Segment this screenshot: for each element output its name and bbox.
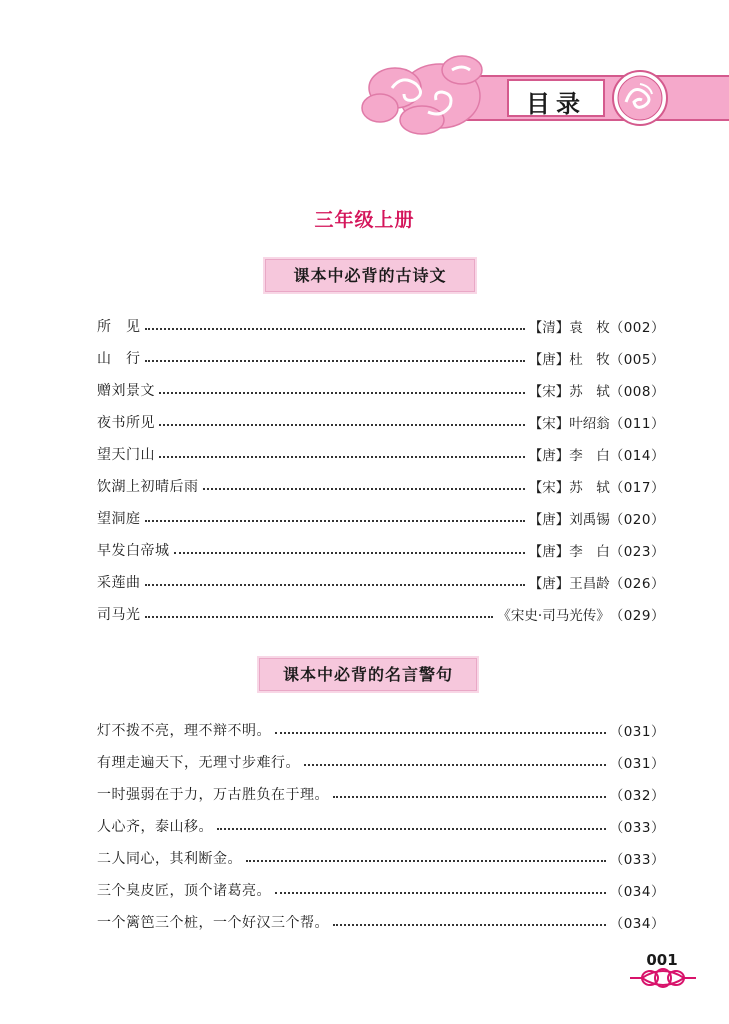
toc-entry-page: （033） <box>609 852 665 868</box>
toc-entry-page: （034） <box>609 884 665 900</box>
page-title: 目录 <box>526 90 586 118</box>
toc-entry-title: 一个篱笆三个桩，一个好汉三个帮。 <box>97 915 329 931</box>
leader-dots <box>159 456 525 458</box>
toc-entry-source: 【宋】叶绍翁 <box>528 416 610 432</box>
section-heading-sayings <box>257 656 479 693</box>
leader-dots <box>174 552 525 554</box>
leader-dots <box>145 360 525 362</box>
toc-entry-title: 二人同心，其利断金。 <box>97 851 242 867</box>
toc-entry-source: 【唐】李 白 <box>528 544 610 560</box>
toc-entry-title: 望洞庭 <box>97 511 141 527</box>
toc-entry[interactable] <box>97 906 665 938</box>
toc-entry[interactable] <box>97 810 665 842</box>
toc-entry-page: （033） <box>609 820 665 836</box>
toc-entry-page: （005） <box>609 352 665 368</box>
toc-entry-page: （029） <box>609 608 665 624</box>
toc-entry[interactable] <box>97 566 665 598</box>
section-heading-label: 课本中必背的古诗文 <box>293 266 447 285</box>
toc-entry-source: 【宋】苏 轼 <box>528 384 610 400</box>
toc-entry[interactable] <box>97 746 665 778</box>
leader-dots <box>145 584 525 586</box>
toc-entry-title: 三个臭皮匠，顶个诸葛亮。 <box>97 883 271 899</box>
toc-entry[interactable] <box>97 310 665 342</box>
toc-entry-page: （014） <box>609 448 665 464</box>
toc-entry-page: （031） <box>609 724 665 740</box>
leader-dots <box>145 520 525 522</box>
toc-entry-source: 【唐】李 白 <box>528 448 610 464</box>
footer-knot-ornament-icon <box>628 966 698 990</box>
toc-entry-source: 【唐】王昌龄 <box>528 576 610 592</box>
toc-entry[interactable] <box>97 374 665 406</box>
toc-entry[interactable] <box>97 714 665 746</box>
toc-entry[interactable] <box>97 534 665 566</box>
toc-entry-source: 【清】袁 枚 <box>528 320 610 336</box>
toc-entry-title: 早发白帝城 <box>97 543 170 559</box>
toc-entry[interactable] <box>97 342 665 374</box>
toc-entry-title: 所 见 <box>97 319 141 335</box>
leader-dots <box>159 424 525 426</box>
toc-entry-source: 【宋】苏 轼 <box>528 480 610 496</box>
toc-entry[interactable] <box>97 502 665 534</box>
toc-entry-title: 夜书所见 <box>97 415 155 431</box>
toc-entry-page: （020） <box>609 512 665 528</box>
toc-entry-title: 人心齐，泰山移。 <box>97 819 213 835</box>
section-heading-poems <box>263 257 477 294</box>
toc-entry-title: 赠刘景文 <box>97 383 155 399</box>
toc-entry-title: 望天门山 <box>97 447 155 463</box>
leader-dots <box>159 392 525 394</box>
leader-dots <box>145 328 525 330</box>
toc-entry-source: 《宋史·司马光传》 <box>497 608 610 624</box>
toc-entry[interactable] <box>97 470 665 502</box>
section-heading-label: 课本中必背的名言警句 <box>282 665 453 684</box>
toc-entry-page: （031） <box>609 756 665 772</box>
toc-entry-title: 司马光 <box>97 607 141 623</box>
toc-entry-title: 饮湖上初晴后雨 <box>97 479 199 495</box>
toc-entry-page: （023） <box>609 544 665 560</box>
toc-entry[interactable] <box>97 438 665 470</box>
toc-entry[interactable] <box>97 406 665 438</box>
toc-entry-source: 【唐】刘禹锡 <box>528 512 610 528</box>
leader-dots <box>217 828 606 830</box>
leader-dots <box>333 924 606 926</box>
grade-title: 三年级上册 <box>314 209 415 231</box>
toc-entry[interactable] <box>97 598 665 630</box>
toc-entry-title: 一时强弱在于力，万古胜负在于理。 <box>97 787 329 803</box>
leader-dots <box>304 764 606 766</box>
toc-entry-title: 灯不拨不亮，理不辩不明。 <box>97 723 271 739</box>
toc-entry-page: （032） <box>609 788 665 804</box>
header-banner <box>0 0 729 150</box>
toc-entry-page: （008） <box>609 384 665 400</box>
leader-dots <box>145 616 494 618</box>
toc-entry[interactable] <box>97 778 665 810</box>
leader-dots <box>333 796 606 798</box>
toc-entry-source: 【唐】杜 牧 <box>528 352 610 368</box>
leader-dots <box>246 860 606 862</box>
toc-entry-page: （017） <box>609 480 665 496</box>
leader-dots <box>275 732 606 734</box>
toc-entry-page: （034） <box>609 916 665 932</box>
toc-entry-page: （002） <box>609 320 665 336</box>
toc-entry[interactable] <box>97 842 665 874</box>
toc-entry-title: 山 行 <box>97 351 141 367</box>
page-number: 001 <box>646 951 678 969</box>
cloud-ornament-icon <box>0 0 729 150</box>
leader-dots <box>275 892 606 894</box>
toc-entry[interactable] <box>97 874 665 906</box>
toc-entry-title: 采莲曲 <box>97 575 141 591</box>
toc-entry-page: （026） <box>609 576 665 592</box>
leader-dots <box>203 488 525 490</box>
toc-entry-title: 有理走遍天下，无理寸步难行。 <box>97 755 300 771</box>
toc-entry-page: （011） <box>609 416 665 432</box>
toc-list-sayings <box>97 714 665 938</box>
toc-list-poems <box>97 310 665 630</box>
